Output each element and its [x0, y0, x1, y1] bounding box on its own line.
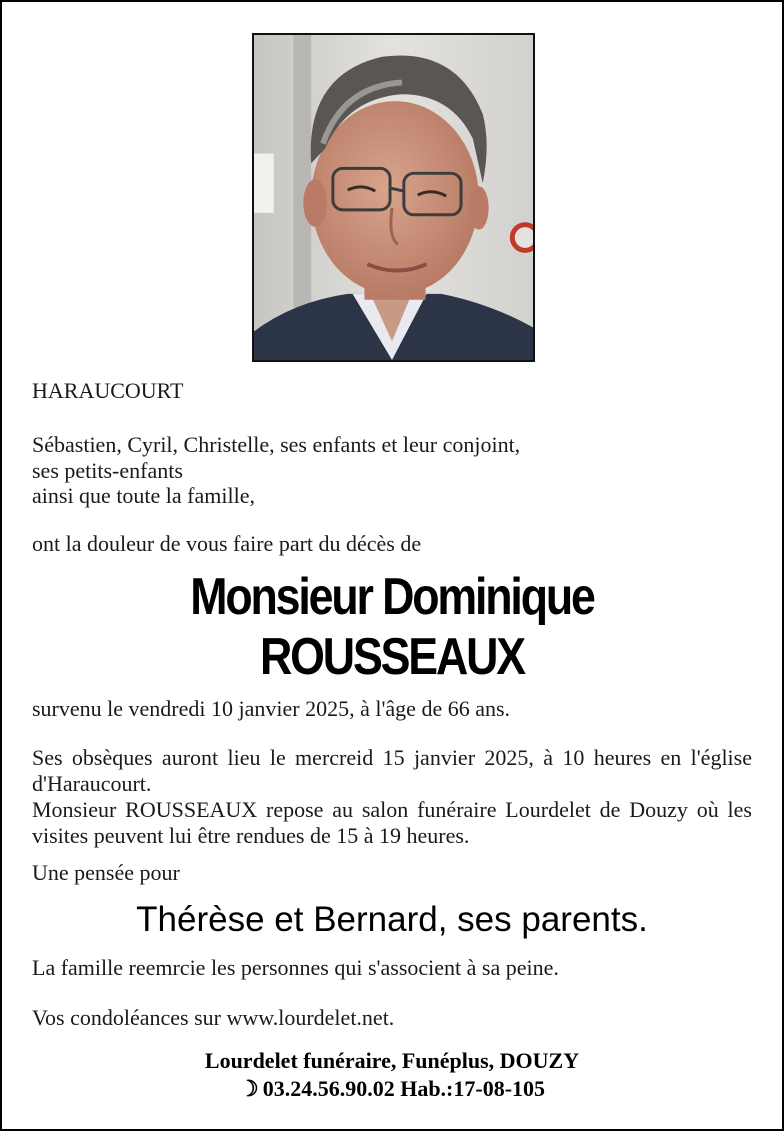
thought-intro: Une pensée pour: [32, 860, 180, 885]
funeral-home-name: Lourdelet funéraire, Funéplus, DOUZY: [204, 1048, 580, 1073]
deceased-name-line-1: Monsieur Dominique: [190, 568, 594, 626]
condolences-website: Vos condoléances sur www.lourdelet.net.: [32, 1005, 395, 1030]
portrait-photo: [252, 33, 535, 362]
thanks: La famille reemrcie les personnes qui s'associent à sa peine.: [32, 955, 559, 980]
announcement: ont la douleur de vous faire part du décès de: [32, 531, 422, 556]
death-info: survenu le vendredi 10 janvier 2025, à l'âge de 66 ans.: [32, 696, 511, 721]
family-line-2: ses petits-enfants: [32, 458, 183, 483]
funeral-home-phone: 03.24.56.90.02 Hab.:17-08-105: [262, 1076, 546, 1101]
portrait-image: [254, 35, 533, 360]
parents-remembrance: Thérèse et Bernard, ses parents.: [136, 900, 648, 939]
family-line-1: Sébastien, Cyril, Christelle, ses enfants et leur conjoint,: [32, 432, 521, 457]
location: HARAUCOURT: [32, 378, 184, 403]
rest-info: Monsieur ROUSSEAUX repose au salon funéraire Lourdelet de Douzy où les visites peuvent lui être rendues de 15 à 19 heures.: [32, 797, 752, 848]
family-line-3: ainsi que toute la famille,: [32, 483, 255, 508]
phone-icon: ☽: [238, 1076, 259, 1101]
funeral-home-contact: [2, 1075, 782, 1102]
deceased-name-line-2: ROUSSEAUX: [260, 628, 524, 686]
funeral-info: Ses obsèques auront lieu le mercreid 15 janvier 2025, à 10 heures en l'église d'Haraucourt.: [32, 745, 752, 796]
